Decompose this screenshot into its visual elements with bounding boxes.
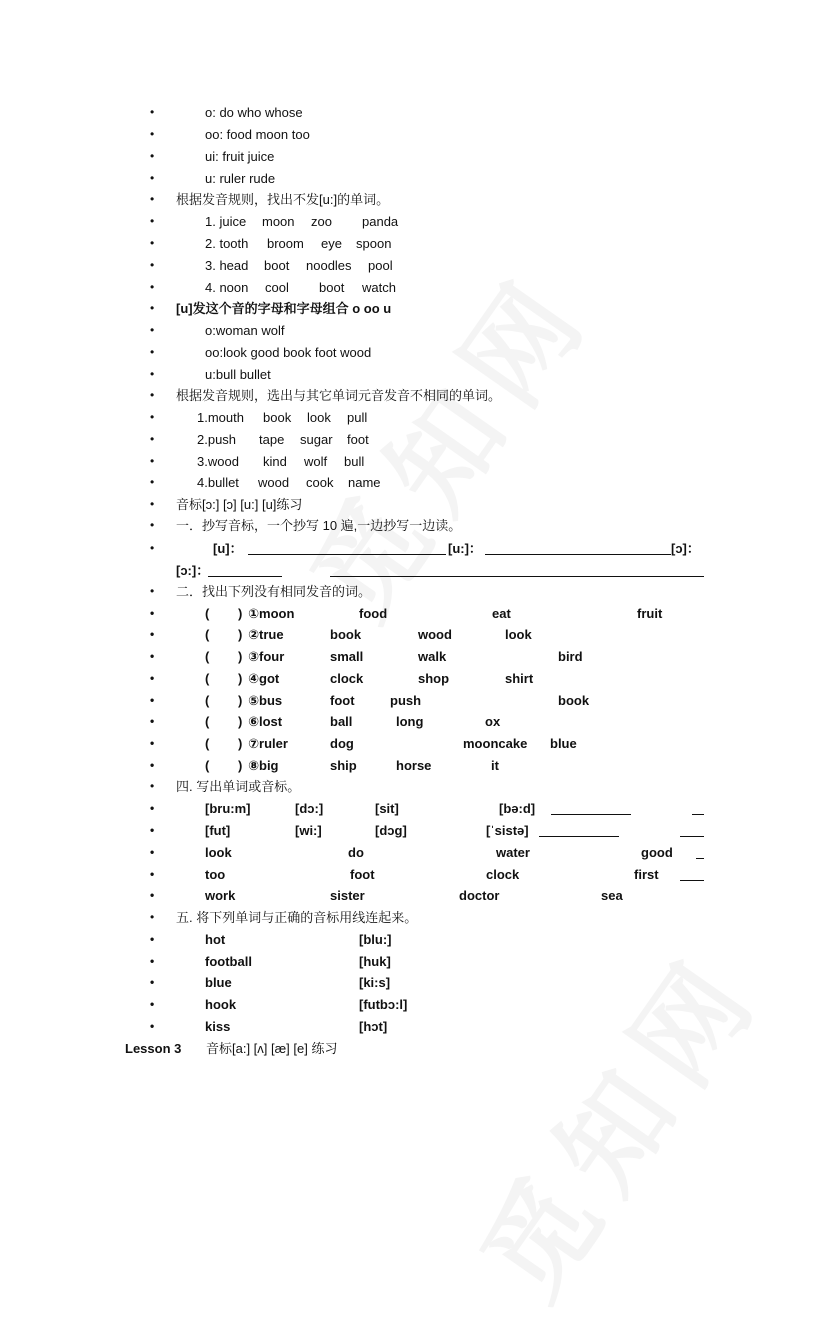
list-item bbox=[0, 189, 830, 210]
word: pull bbox=[347, 410, 368, 425]
table-row bbox=[0, 690, 830, 711]
bullet: • bbox=[150, 105, 155, 119]
table-row bbox=[0, 864, 830, 885]
table-row bbox=[0, 820, 830, 841]
bullet: • bbox=[150, 323, 155, 337]
answer-blank[interactable] bbox=[680, 836, 704, 837]
answer-paren-close[interactable]: ) bbox=[238, 736, 243, 751]
word: walk bbox=[418, 649, 447, 664]
word: foot bbox=[347, 432, 369, 447]
word: ①moon bbox=[248, 606, 295, 621]
word: book bbox=[263, 410, 292, 425]
bullet: • bbox=[150, 1019, 155, 1033]
list-item bbox=[0, 515, 830, 536]
list-item bbox=[0, 907, 830, 928]
bullet: • bbox=[150, 845, 155, 859]
bullet: • bbox=[150, 584, 155, 598]
answer-blank[interactable] bbox=[680, 880, 704, 881]
word: ④got bbox=[248, 671, 280, 686]
word: 4. noon bbox=[205, 280, 249, 295]
word: wolf bbox=[304, 454, 328, 469]
phonetic-symbol: [ɔ]： bbox=[671, 541, 700, 556]
phonetic-item: [dɔg] bbox=[375, 823, 407, 838]
answer-paren-close[interactable]: ) bbox=[238, 649, 243, 664]
table-row bbox=[0, 624, 830, 645]
list-item bbox=[0, 407, 830, 428]
word: long bbox=[396, 714, 424, 729]
bullet: • bbox=[150, 888, 155, 902]
table-row bbox=[0, 798, 830, 819]
answer-blank[interactable] bbox=[248, 554, 446, 555]
word: panda bbox=[362, 214, 399, 229]
word: 3.wood bbox=[197, 454, 239, 469]
bullet: • bbox=[150, 714, 155, 728]
list-item bbox=[0, 102, 830, 123]
bullet: • bbox=[150, 736, 155, 750]
task-heading: 根据发音规则，选出与其它单词元音发音不相同的单词。 bbox=[176, 388, 502, 403]
bullet: • bbox=[150, 171, 155, 185]
answer-paren-open: ( bbox=[205, 693, 210, 708]
bullet: • bbox=[150, 910, 155, 924]
match-word[interactable]: hot bbox=[205, 932, 226, 947]
word: eat bbox=[492, 606, 511, 621]
bullet: • bbox=[150, 671, 155, 685]
word: bull bbox=[344, 454, 365, 469]
spelling-rule: u:bull bullet bbox=[205, 367, 271, 382]
bullet: • bbox=[150, 627, 155, 641]
answer-paren-close[interactable]: ) bbox=[238, 693, 243, 708]
match-word[interactable]: hook bbox=[205, 997, 237, 1012]
word: pool bbox=[368, 258, 393, 273]
table-row bbox=[0, 733, 830, 754]
answer-blank[interactable] bbox=[696, 858, 704, 859]
word: doctor bbox=[459, 888, 500, 903]
phonetic-symbol: [u]： bbox=[213, 541, 243, 556]
bullet: • bbox=[150, 192, 155, 206]
list-item bbox=[0, 255, 830, 276]
phonetic-item: [ˈsistə] bbox=[486, 823, 529, 838]
bullet: • bbox=[150, 997, 155, 1011]
word: ⑤bus bbox=[248, 693, 283, 708]
answer-paren-open: ( bbox=[205, 736, 210, 751]
word: first bbox=[634, 867, 659, 882]
answer-paren-open: ( bbox=[205, 671, 210, 686]
answer-paren-open: ( bbox=[205, 714, 210, 729]
word: 4.bullet bbox=[197, 475, 239, 490]
phonetic-item: [dɔ:] bbox=[295, 801, 324, 816]
word: food bbox=[359, 606, 388, 621]
table-row bbox=[0, 842, 830, 863]
word: mooncake bbox=[463, 736, 528, 751]
bullet: • bbox=[150, 541, 155, 555]
match-word[interactable]: blue bbox=[205, 975, 232, 990]
word: ox bbox=[485, 714, 501, 729]
match-phonetic[interactable]: [blu:] bbox=[359, 932, 392, 947]
list-item bbox=[0, 364, 830, 385]
word: look bbox=[205, 845, 232, 860]
phonetic-item: [fut] bbox=[205, 823, 231, 838]
bullet: • bbox=[150, 432, 155, 446]
word: do bbox=[348, 845, 364, 860]
bullet: • bbox=[150, 606, 155, 620]
answer-blank[interactable] bbox=[692, 814, 704, 815]
word: dog bbox=[330, 736, 354, 751]
list-item bbox=[0, 146, 830, 167]
phonetic-symbol: [u:]： bbox=[448, 541, 482, 556]
list-item bbox=[0, 277, 830, 298]
phonetic-item: [sit] bbox=[375, 801, 399, 816]
bullet: • bbox=[150, 149, 155, 163]
answer-paren-open: ( bbox=[205, 627, 210, 642]
word: boot bbox=[319, 280, 345, 295]
list-item bbox=[0, 168, 830, 189]
word: work bbox=[205, 888, 236, 903]
word: watch bbox=[362, 280, 396, 295]
list-item bbox=[0, 451, 830, 472]
list-item bbox=[0, 581, 830, 602]
match-phonetic[interactable]: [ki:s] bbox=[359, 975, 391, 990]
bullet: • bbox=[150, 236, 155, 250]
word: book bbox=[558, 693, 590, 708]
spelling-rule: o:woman wolf bbox=[205, 323, 285, 338]
bullet: • bbox=[150, 758, 155, 772]
task-heading: 根据发音规则，找出不发[u:]的单词。 bbox=[176, 192, 390, 207]
word: bird bbox=[558, 649, 583, 664]
table-row bbox=[0, 1016, 830, 1037]
word: too bbox=[205, 867, 226, 882]
table-row bbox=[0, 646, 830, 667]
word: kind bbox=[263, 454, 287, 469]
word: 2. tooth bbox=[205, 236, 249, 251]
phonetic-item: [bə:d] bbox=[499, 801, 536, 816]
answer-paren-open: ( bbox=[205, 649, 210, 664]
bullet: • bbox=[150, 975, 155, 989]
word: noodles bbox=[306, 258, 352, 273]
word: blue bbox=[550, 736, 577, 751]
list-item bbox=[0, 472, 830, 493]
word: cool bbox=[265, 280, 289, 295]
table-row bbox=[0, 885, 830, 906]
list-item bbox=[0, 298, 830, 319]
word: 1. juice bbox=[205, 214, 247, 229]
word: look bbox=[505, 627, 532, 642]
match-phonetic[interactable]: [huk] bbox=[359, 954, 391, 969]
bullet: • bbox=[150, 258, 155, 272]
list-item bbox=[0, 320, 830, 341]
list-item bbox=[0, 233, 830, 254]
answer-paren-close[interactable]: ) bbox=[238, 671, 243, 686]
word: 2.push bbox=[197, 432, 237, 447]
word: ship bbox=[330, 758, 357, 773]
word: ⑦ruler bbox=[248, 736, 288, 751]
word: push bbox=[390, 693, 422, 708]
answer-paren-open: ( bbox=[205, 758, 210, 773]
bullet: • bbox=[150, 779, 155, 793]
list-item bbox=[0, 342, 830, 363]
bullet: • bbox=[150, 345, 155, 359]
word: sea bbox=[601, 888, 623, 903]
word: 3. head bbox=[205, 258, 249, 273]
list-item bbox=[0, 494, 830, 515]
word: foot bbox=[350, 867, 375, 882]
bullet: • bbox=[150, 410, 155, 424]
bullet: • bbox=[150, 127, 155, 141]
table-row bbox=[0, 972, 830, 993]
word: ⑥lost bbox=[248, 714, 283, 729]
table-row bbox=[0, 929, 830, 950]
word: boot bbox=[264, 258, 290, 273]
section-heading: [u]发这个音的字母和字母组合 o oo u bbox=[176, 301, 392, 316]
bullet: • bbox=[150, 497, 155, 511]
spelling-rule: oo: food moon too bbox=[205, 127, 310, 142]
table-row bbox=[0, 603, 830, 624]
bullet: • bbox=[150, 823, 155, 837]
bullet: • bbox=[150, 367, 155, 381]
answer-paren-close[interactable]: ) bbox=[238, 606, 243, 621]
bullet: • bbox=[150, 454, 155, 468]
table-row bbox=[0, 668, 830, 689]
word: zoo bbox=[311, 214, 332, 229]
word: wood bbox=[418, 627, 452, 642]
answer-blank[interactable] bbox=[539, 836, 619, 837]
answer-blank[interactable] bbox=[551, 814, 631, 815]
word: tape bbox=[259, 432, 285, 447]
list-item bbox=[0, 538, 830, 559]
phonetic-item: [wi:] bbox=[295, 823, 322, 838]
word: wood bbox=[258, 475, 290, 490]
word: small bbox=[330, 649, 364, 664]
word: clock bbox=[330, 671, 364, 686]
word: water bbox=[496, 845, 530, 860]
section-title: 一．抄写音标，一个抄写 10 遍,一边抄写一边读。 bbox=[176, 518, 462, 533]
word: sister bbox=[330, 888, 365, 903]
match-word[interactable]: football bbox=[205, 954, 252, 969]
table-row bbox=[0, 994, 830, 1015]
spelling-rule: oo:look good book foot wood bbox=[205, 345, 372, 360]
word: ②true bbox=[248, 627, 284, 642]
match-phonetic[interactable]: [futbɔ:l] bbox=[359, 997, 408, 1012]
word: clock bbox=[486, 867, 520, 882]
list-item bbox=[0, 560, 830, 581]
bullet: • bbox=[150, 649, 155, 663]
word: fruit bbox=[637, 606, 663, 621]
list-item bbox=[0, 429, 830, 450]
bullet: • bbox=[150, 867, 155, 881]
answer-blank[interactable] bbox=[485, 554, 671, 555]
spelling-rule: o: do who whose bbox=[205, 105, 303, 120]
bullet: • bbox=[150, 518, 155, 532]
bullet: • bbox=[150, 954, 155, 968]
phonetic-symbol: [ɔ:]： bbox=[176, 563, 210, 578]
word: foot bbox=[330, 693, 355, 708]
bullet: • bbox=[150, 693, 155, 707]
word: ⑧big bbox=[248, 758, 279, 773]
answer-paren-close[interactable]: ) bbox=[238, 758, 243, 773]
section-title: 四. 写出单词或音标。 bbox=[176, 779, 301, 794]
list-item bbox=[0, 124, 830, 145]
match-word[interactable]: kiss bbox=[205, 1019, 231, 1034]
word: it bbox=[491, 758, 499, 773]
bullet: • bbox=[150, 932, 155, 946]
table-row bbox=[0, 711, 830, 732]
word: spoon bbox=[356, 236, 392, 251]
bullet: • bbox=[150, 214, 155, 228]
lesson-heading bbox=[0, 1038, 830, 1059]
word: ball bbox=[330, 714, 353, 729]
word: cook bbox=[306, 475, 334, 490]
word: eye bbox=[321, 236, 342, 251]
bullet: • bbox=[150, 301, 155, 315]
table-row bbox=[0, 755, 830, 776]
phonetic-item: [bru:m] bbox=[205, 801, 251, 816]
word: horse bbox=[396, 758, 432, 773]
bullet: • bbox=[150, 388, 155, 402]
table-row bbox=[0, 951, 830, 972]
word: look bbox=[307, 410, 331, 425]
answer-paren-close[interactable]: ) bbox=[238, 714, 243, 729]
list-item bbox=[0, 385, 830, 406]
answer-blank[interactable] bbox=[330, 576, 704, 577]
bullet: • bbox=[150, 280, 155, 294]
word: shirt bbox=[505, 671, 534, 686]
word: moon bbox=[262, 214, 295, 229]
section-title: 二．找出下列没有相同发音的词。 bbox=[176, 584, 372, 599]
bullet: • bbox=[150, 475, 155, 489]
practice-title: 音标[ɔ:] [ɔ] [u:] [u]练习 bbox=[176, 497, 303, 512]
answer-paren-close[interactable]: ) bbox=[238, 627, 243, 642]
section-title: 五. 将下列单词与正确的音标用线连起来。 bbox=[176, 910, 418, 925]
answer-blank[interactable] bbox=[208, 576, 282, 577]
bullet: • bbox=[150, 801, 155, 815]
lesson-title: 音标[a:] [ʌ] [æ] [e] 练习 bbox=[206, 1041, 338, 1056]
list-item bbox=[0, 776, 830, 797]
word: good bbox=[641, 845, 673, 860]
spelling-rule: u: ruler rude bbox=[205, 171, 276, 186]
word: broom bbox=[267, 236, 304, 251]
match-phonetic[interactable]: [hɔt] bbox=[359, 1019, 388, 1034]
spelling-rule: ui: fruit juice bbox=[205, 149, 275, 164]
list-item bbox=[0, 211, 830, 232]
word: name bbox=[348, 475, 381, 490]
word: 1.mouth bbox=[197, 410, 244, 425]
word: sugar bbox=[300, 432, 333, 447]
answer-paren-open: ( bbox=[205, 606, 210, 621]
word: shop bbox=[418, 671, 450, 686]
word: ③four bbox=[248, 649, 285, 664]
lesson-number: Lesson 3 bbox=[125, 1041, 182, 1056]
word: book bbox=[330, 627, 362, 642]
